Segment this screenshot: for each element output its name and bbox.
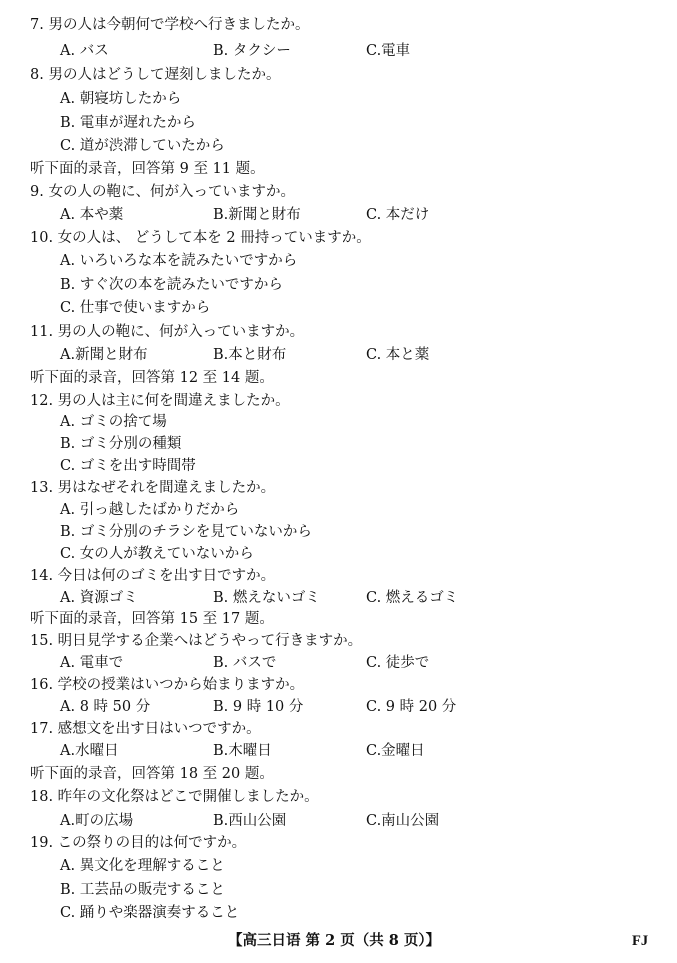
question-19-option-c <box>0 902 677 924</box>
option-c: C. 踊りや楽器演奏すること <box>60 905 240 921</box>
question-16 <box>0 674 677 696</box>
question-text: 15. 明日見学する企業へはどうやって行きますか。 <box>30 633 363 649</box>
question-19 <box>0 832 677 854</box>
section-text: 听下面的录音，回答第 12 至 14 题。 <box>30 370 274 386</box>
page-number-label: 【高三日语 第 2 页（共 8 页）】 <box>228 932 441 949</box>
question-10-option-c <box>0 297 677 319</box>
option-b: B.新聞と財布 <box>213 207 301 223</box>
section-instruction <box>0 367 677 389</box>
question-8-option-c <box>0 135 677 157</box>
question-9 <box>0 181 677 203</box>
question-13-option-b <box>0 521 677 543</box>
section-instruction <box>0 158 677 180</box>
question-12-option-a <box>0 411 677 433</box>
question-17-options <box>0 740 677 762</box>
question-7 <box>0 14 677 36</box>
question-15-options <box>0 652 677 674</box>
option-b: B. 燃えないゴミ <box>213 590 320 606</box>
question-8-option-a <box>0 88 677 110</box>
option-a: A.水曜日 <box>60 743 119 759</box>
option-a: A. 資源ゴミ <box>60 590 138 606</box>
question-7-options <box>0 40 677 62</box>
question-text: 16. 学校の授業はいつから始まりますか。 <box>30 677 305 693</box>
question-12 <box>0 390 677 412</box>
question-19-option-a <box>0 855 677 877</box>
question-8 <box>0 64 677 86</box>
question-text: 7. 男の人は今朝何で学校へ行きましたか。 <box>30 17 310 33</box>
option-c: C. 本と薬 <box>366 347 430 363</box>
question-10-option-a <box>0 250 677 272</box>
option-c: C. 徒歩で <box>366 655 430 671</box>
question-text: 12. 男の人は主に何を間違えましたか。 <box>30 393 290 409</box>
option-c: C. 仕事で使いますから <box>60 300 211 316</box>
question-text: 9. 女の人の鞄に、何が入っていますか。 <box>30 184 295 200</box>
option-a: A. 朝寝坊したから <box>60 91 182 107</box>
option-c: C.金曜日 <box>366 743 425 759</box>
question-14-options <box>0 587 677 609</box>
question-text: 14. 今日は何のゴミを出す日ですか。 <box>30 568 276 584</box>
option-b: B. タクシー <box>213 43 291 59</box>
option-c: C. 燃えるゴミ <box>366 590 459 606</box>
option-a: A. ゴミの捨て場 <box>60 414 167 430</box>
option-a: A. 引っ越したばかりだから <box>60 502 240 518</box>
option-c: C. ゴミを出す時間帯 <box>60 458 196 474</box>
question-9-options <box>0 204 677 226</box>
question-text: 19. この祭りの目的は何ですか。 <box>30 835 247 851</box>
question-12-option-b <box>0 433 677 455</box>
section-instruction <box>0 608 677 630</box>
option-b: B.西山公園 <box>213 813 287 829</box>
option-c: C. 本だけ <box>366 207 430 223</box>
question-text: 8. 男の人はどうして遅刻しましたか。 <box>30 67 281 83</box>
question-13 <box>0 477 677 499</box>
option-b: B. すぐ次の本を読みたいですから <box>60 277 283 293</box>
question-11 <box>0 321 677 343</box>
section-text: 听下面的录音，回答第 15 至 17 题。 <box>30 611 274 627</box>
option-a: A. 電車で <box>60 655 124 671</box>
question-11-options <box>0 344 677 366</box>
section-text: 听下面的录音，回答第 18 至 20 题。 <box>30 766 274 782</box>
question-16-options <box>0 696 677 718</box>
question-17 <box>0 718 677 740</box>
question-13-option-a <box>0 499 677 521</box>
question-13-option-c <box>0 543 677 565</box>
question-19-option-b <box>0 879 677 901</box>
option-b: B.木曜日 <box>213 743 272 759</box>
question-12-option-c <box>0 455 677 477</box>
option-a: A.町の広場 <box>60 813 134 829</box>
question-text: 18. 昨年の文化祭はどこで開催しましたか。 <box>30 789 319 805</box>
option-a: A. 8 時 50 分 <box>60 699 151 715</box>
question-8-option-b <box>0 112 677 134</box>
question-15 <box>0 630 677 652</box>
question-18 <box>0 786 677 808</box>
page-footer <box>0 930 677 952</box>
question-text: 17. 感想文を出す日はいつですか。 <box>30 721 261 737</box>
option-a: A. いろいろな本を読みたいですから <box>60 253 298 269</box>
question-10 <box>0 227 677 249</box>
option-b: B. 工芸品の販売すること <box>60 882 225 898</box>
option-a: A. 本や薬 <box>60 207 124 223</box>
option-c: C. 9 時 20 分 <box>366 699 457 715</box>
region-code: FJ <box>632 933 649 949</box>
option-a: A.新聞と財布 <box>60 347 148 363</box>
option-b: B. ゴミ分別の種類 <box>60 436 182 452</box>
question-text: 10. 女の人は、 どうして本を 2 冊持っていますか。 <box>30 230 371 246</box>
option-b: B. ゴミ分別のチラシを見ていないから <box>60 524 312 540</box>
section-text: 听下面的录音，回答第 9 至 11 题。 <box>30 161 265 177</box>
option-b: B. 電車が遅れたから <box>60 115 196 131</box>
option-b: B. バスで <box>213 655 277 671</box>
question-text: 13. 男はなぜそれを間違えましたか。 <box>30 480 276 496</box>
option-c: C. 道が渋滞していたから <box>60 138 225 154</box>
question-18-options <box>0 810 677 832</box>
option-a: A. 異文化を理解すること <box>60 858 225 874</box>
option-b: B. 9 時 10 分 <box>213 699 304 715</box>
question-text: 11. 男の人の鞄に、何が入っていますか。 <box>30 324 305 340</box>
option-c: C. 女の人が教えていないから <box>60 546 254 562</box>
option-c: C.南山公園 <box>366 813 440 829</box>
section-instruction <box>0 763 677 785</box>
option-c: C.電車 <box>366 43 411 59</box>
option-b: B.本と財布 <box>213 347 287 363</box>
question-10-option-b <box>0 274 677 296</box>
question-14 <box>0 565 677 587</box>
option-a: A. バス <box>60 43 109 59</box>
